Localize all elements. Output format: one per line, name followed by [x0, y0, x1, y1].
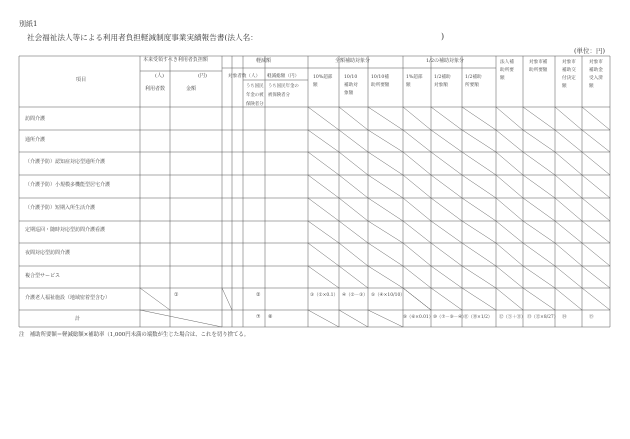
cell-diagonal	[403, 130, 431, 152]
cell-diagonal	[555, 152, 582, 175]
cell-diagonal	[368, 266, 403, 288]
header-national-target: 全額補助対象分	[335, 58, 371, 64]
cell-diagonal	[403, 152, 431, 175]
cell-diagonal	[222, 288, 232, 310]
cell-diagonal	[462, 198, 496, 221]
cell-diagonal	[431, 107, 462, 130]
cell-diagonal	[523, 130, 555, 152]
formula-nat-1: ③（①×0.1）	[310, 293, 338, 298]
cell-diagonal	[555, 107, 582, 130]
cell-diagonal	[462, 107, 496, 130]
header-reduction-target-protected	[246, 82, 264, 107]
row-label-1: 通所介護	[25, 137, 46, 143]
protected-line-2: 年金の被	[246, 93, 264, 98]
cell-diagonal	[582, 243, 610, 266]
row-label-total: 計	[75, 316, 81, 322]
cell-diagonal	[403, 107, 431, 130]
header-half-2: 1/2補助対象額	[434, 75, 451, 88]
row-label-7: 複合型サービス	[25, 273, 61, 279]
formula-reduction-total: ②	[256, 292, 261, 298]
row-label-6: 夜間対応型訪問介護	[25, 250, 71, 256]
amount-protected-line-1: うち国民年金の	[268, 84, 299, 89]
cell-diagonal	[368, 310, 403, 327]
header-corp-1: 法人補助所要額	[500, 60, 514, 81]
protected-line-1: うち国民	[246, 84, 264, 89]
cell-diagonal	[308, 107, 339, 130]
cell-diagonal	[555, 130, 582, 152]
cell-diagonal	[403, 243, 431, 266]
total-half-3: ⑪（⑩×1/2）	[464, 315, 493, 320]
cell-diagonal	[403, 288, 431, 310]
cell-diagonal	[403, 198, 431, 221]
cell-diagonal	[368, 198, 403, 221]
cell-diagonal	[523, 221, 555, 243]
header-reduction-amount: 軽減総額（円）	[267, 74, 300, 79]
formula-amount: ①	[174, 292, 179, 298]
header-corp-2: 対象市補助所要額	[529, 60, 548, 73]
header-item: 項目	[75, 77, 87, 83]
cell-diagonal	[368, 152, 403, 175]
total-amount: ⑧	[268, 314, 273, 320]
cell-diagonal	[555, 266, 582, 288]
footnote: 注 補助所要額＝軽減総額×補助率（1,000円未満の端数が生じた場合は、これを切り捨てる。	[19, 332, 250, 338]
cell-diagonal	[140, 310, 222, 327]
protected-line-3: 保険者分	[246, 102, 264, 107]
cell-diagonal	[308, 198, 339, 221]
formula-nat-3: ⑤（④×10/10）	[371, 293, 405, 298]
cell-diagonal	[496, 266, 523, 288]
header-users-unit: (人)	[155, 73, 164, 79]
cell-diagonal	[339, 221, 368, 243]
cell-diagonal	[368, 107, 403, 130]
total-corp: ⑫（⑤＋⑪）	[499, 315, 526, 320]
cell-diagonal	[140, 288, 170, 310]
total-persons: ⑦	[256, 314, 261, 320]
cell-diagonal	[308, 243, 339, 266]
cell-diagonal	[555, 198, 582, 221]
cell-diagonal	[339, 175, 368, 198]
row-label-2: （介護予防）認知症対応型通所介護	[25, 159, 106, 165]
header-users: 利用者数	[145, 86, 166, 92]
header-half-3: 1/2補助所要額	[465, 75, 482, 88]
cell-diagonal	[523, 107, 555, 130]
cell-diagonal	[496, 198, 523, 221]
cell-diagonal	[582, 175, 610, 198]
cell-diagonal	[523, 152, 555, 175]
cell-diagonal	[462, 266, 496, 288]
header-amount: 金額	[186, 86, 197, 92]
report-title: 社会福祉法人等による利用者負担軽減制度事業実績報告書(法人名：	[27, 33, 258, 42]
cell-diagonal	[496, 130, 523, 152]
total-half-1: ⑨（⑥×0.01）	[403, 315, 434, 320]
cell-diagonal	[523, 175, 555, 198]
header-reduction-amount-protected	[268, 82, 299, 98]
cell-diagonal	[582, 221, 610, 243]
cell-diagonal	[368, 221, 403, 243]
cell-diagonal	[431, 198, 462, 221]
header-nat-3: 10/10補助所要額	[371, 75, 390, 88]
cell-diagonal	[462, 130, 496, 152]
cell-diagonal	[431, 266, 462, 288]
cell-diagonal	[496, 221, 523, 243]
cell-diagonal	[555, 288, 582, 310]
cell-diagonal	[403, 175, 431, 198]
cell-diagonal	[496, 152, 523, 175]
cell-diagonal	[431, 243, 462, 266]
header-half-target: 1/2の補助対象分	[426, 58, 465, 64]
cell-diagonal	[339, 152, 368, 175]
header-corp-3: 対象市補助交付決定額	[562, 60, 576, 89]
total-city-received: ⑮	[589, 315, 594, 320]
header-reduction: 軽減額	[256, 58, 272, 64]
cell-diagonal	[431, 175, 462, 198]
cell-diagonal	[339, 130, 368, 152]
cell-diagonal	[496, 288, 523, 310]
cell-diagonal	[462, 288, 496, 310]
cell-diagonal	[555, 243, 582, 266]
cell-diagonal	[523, 243, 555, 266]
cell-diagonal	[308, 221, 339, 243]
header-amount-unit: (円)	[198, 73, 207, 79]
row-label-3: （介護予防）小規模多機能型居宅介護	[25, 182, 111, 188]
unit-label: (単位：円)	[574, 47, 606, 55]
header-original-burden: 本来受領すべき利用者負担額	[143, 57, 208, 63]
cell-diagonal	[523, 266, 555, 288]
cell-diagonal	[339, 198, 368, 221]
header-corp-4: 対象市補助金受入済額	[589, 60, 603, 89]
row-label-4: （介護予防）短期入所生活介護	[25, 205, 96, 211]
header-nat-2: 10/10 補助対象額	[344, 75, 358, 96]
cell-diagonal	[403, 221, 431, 243]
header-reduction-target: 対象者数（人）	[228, 74, 261, 79]
cell-diagonal	[368, 243, 403, 266]
cell-diagonal	[523, 288, 555, 310]
formula-nat-2: ④（②－③）	[342, 293, 368, 298]
cell-diagonal	[582, 107, 610, 130]
cell-diagonal	[431, 288, 462, 310]
cell-diagonal	[523, 198, 555, 221]
cell-diagonal	[308, 152, 339, 175]
cell-diagonal	[496, 243, 523, 266]
form-label: 別紙1	[19, 20, 38, 28]
row-label-0: 訪問介護	[25, 116, 46, 122]
cell-diagonal	[339, 310, 368, 327]
cell-diagonal	[308, 266, 339, 288]
cell-diagonal	[555, 175, 582, 198]
cell-diagonal	[462, 243, 496, 266]
total-city-req: ⑬（⑫×8/27）	[527, 315, 559, 320]
cell-diagonal	[462, 175, 496, 198]
header-half-1: 1%超部額	[406, 75, 423, 88]
cell-diagonal	[368, 175, 403, 198]
cell-diagonal	[431, 221, 462, 243]
header-nat-1: 10%超部額	[313, 75, 333, 88]
cell-diagonal	[431, 130, 462, 152]
row-label-8: 介護老人福祉施設（地域密着型含む）	[25, 295, 111, 301]
cell-diagonal	[431, 152, 462, 175]
cell-diagonal	[462, 152, 496, 175]
amount-protected-line-2: 被保険者分	[268, 93, 290, 98]
cell-diagonal	[368, 130, 403, 152]
cell-diagonal	[555, 221, 582, 243]
cell-diagonal	[403, 266, 431, 288]
total-half-2: ⑩（⑦－⑨－④）	[433, 315, 467, 320]
cell-diagonal	[496, 107, 523, 130]
cell-diagonal	[308, 130, 339, 152]
total-city-decided: ⑭	[562, 315, 567, 320]
cell-diagonal	[308, 175, 339, 198]
cell-diagonal	[462, 221, 496, 243]
cell-diagonal	[582, 130, 610, 152]
cell-diagonal	[582, 198, 610, 221]
cell-diagonal	[339, 243, 368, 266]
cell-diagonal	[582, 288, 610, 310]
cell-diagonal	[496, 175, 523, 198]
row-label-5: 定期巡回・随時対応型訪問介護看護	[25, 227, 106, 233]
cell-diagonal	[339, 266, 368, 288]
cell-diagonal	[308, 310, 339, 327]
cell-diagonal	[582, 152, 610, 175]
cell-diagonal	[582, 266, 610, 288]
title-close-paren: )	[441, 32, 445, 41]
cell-diagonal	[339, 107, 368, 130]
